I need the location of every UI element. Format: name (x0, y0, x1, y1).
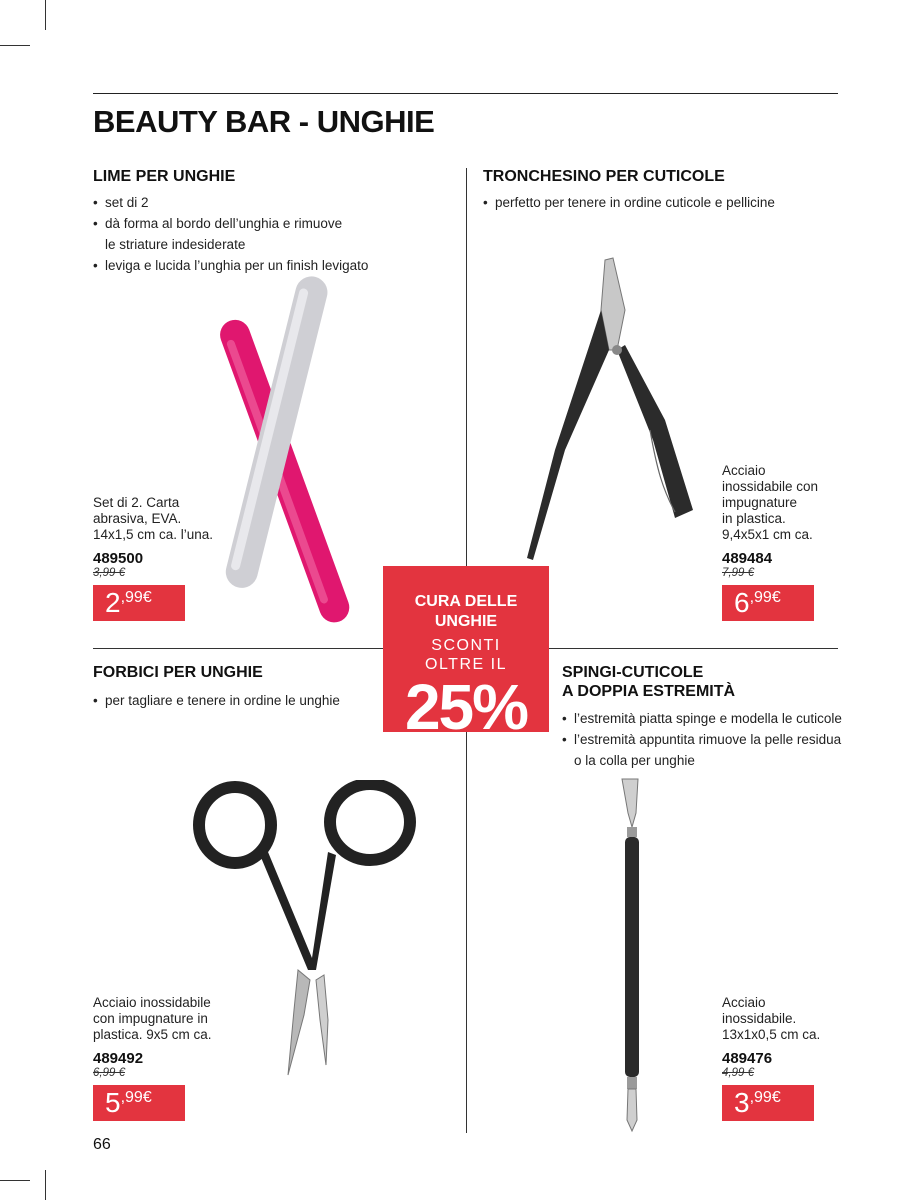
bullet-text: o la colla per unghie (574, 753, 695, 768)
promo-subheading-line: OLTRE IL (425, 656, 507, 673)
description-line: inossidabile con (722, 479, 819, 494)
bullet-text: l’estremità appuntita rimuove la pelle residua (574, 732, 842, 747)
description-forbici (93, 995, 212, 1043)
bullet-item: • leviga e lucida l’unghia per un finish levigato (93, 255, 423, 276)
horizontal-divider-right (548, 648, 838, 649)
description-line: abrasiva, EVA. (93, 511, 182, 526)
description-line: con impugnature in (93, 1011, 208, 1026)
old-price-forbici: 6,99 € (93, 1067, 125, 1079)
scissors-left-ring (199, 787, 271, 863)
promo-subheading (383, 636, 549, 674)
horizontal-divider-left (93, 648, 383, 649)
product-code-spingi: 489476 (722, 1050, 773, 1067)
pusher-handle (625, 837, 639, 1077)
description-line: plastica. 9x5 cm ca. (93, 1027, 212, 1042)
nail-scissors-image (190, 780, 430, 1080)
price-badge-tronchesino (722, 585, 814, 621)
old-price-tronchesino: 7,99 € (722, 567, 754, 579)
bullet-text: dà forma al bordo dell’unghia e rimuove (105, 216, 343, 231)
price-badge-spingi (722, 1085, 814, 1121)
promo-subheading-line: SCONTI (431, 637, 501, 654)
price-decimal: ,99€ (749, 1089, 781, 1106)
page-number: 66 (93, 1136, 111, 1153)
promo-badge (383, 566, 549, 732)
bullet-item (562, 729, 862, 771)
description-line: Acciaio inossidabile (93, 995, 211, 1010)
nipper-left-handle (527, 310, 609, 560)
price-decimal: ,99€ (120, 1089, 152, 1106)
price-integer: 3 (734, 1087, 750, 1118)
scissors-right-ring (330, 784, 410, 860)
description-line: inossidabile. (722, 1011, 797, 1026)
description-spingi (722, 995, 820, 1043)
section-title-line: A DOPPIA ESTREMITÀ (562, 683, 736, 700)
price-badge-lime (93, 585, 185, 621)
bullet-item: • l’estremità piatta spinge e modella le cuticole (562, 708, 862, 729)
description-line: Acciaio (722, 995, 766, 1010)
page-title: BEAUTY BAR - UNGHIE (93, 104, 435, 139)
nail-files-image (200, 270, 360, 640)
price-integer: 6 (734, 587, 750, 618)
section-title-tronchesino: TRONCHESINO PER CUTICOLE (483, 168, 725, 185)
bullet-list-lime (93, 192, 423, 276)
section-title-spingi (562, 663, 735, 701)
price-decimal: ,99€ (120, 589, 152, 606)
promo-heading (383, 592, 549, 632)
description-line: Acciaio (722, 463, 766, 478)
description-line: impugnature (722, 495, 798, 510)
price-decimal: ,99€ (749, 589, 781, 606)
price-integer: 2 (105, 587, 121, 618)
product-code-lime: 489500 (93, 550, 144, 567)
nipper-right-handle (617, 345, 693, 518)
bullet-item (93, 213, 423, 255)
section-title-forbici: FORBICI PER UNGHIE (93, 664, 263, 681)
product-code-tronchesino: 489484 (722, 550, 773, 567)
bullet-item: • perfetto per tenere in ordine cuticole e pellicine (483, 192, 823, 213)
bullet-list-forbici (93, 690, 373, 711)
description-tronchesino (722, 463, 818, 543)
section-title-line: SPINGI-CUTICOLE (562, 664, 704, 681)
description-line: 13x1x0,5 cm ca. (722, 1027, 821, 1042)
crop-mark (0, 1180, 30, 1181)
cuticle-nipper-image (525, 250, 705, 570)
description-line: Set di 2. Carta (93, 495, 180, 510)
price-badge-forbici (93, 1085, 185, 1121)
cuticle-pusher-image (612, 775, 652, 1135)
bullet-item: • set di 2 (93, 192, 423, 213)
description-line: 14x1,5 cm ca. l’una. (93, 527, 214, 542)
top-rule (93, 93, 838, 94)
old-price-lime: 3,99 € (93, 567, 125, 579)
bullet-list-spingi (562, 708, 862, 771)
price-integer: 5 (105, 1087, 121, 1118)
description-line: 9,4x5x1 cm ca. (722, 527, 813, 542)
promo-heading-line: CURA DELLE (414, 593, 518, 610)
crop-mark (45, 0, 46, 30)
promo-heading-line: UNGHIE (434, 613, 498, 630)
bullet-list-tronchesino (483, 192, 823, 213)
bullet-item: • per tagliare e tenere in ordine le unghie (93, 690, 373, 711)
section-title-lime: LIME PER UNGHIE (93, 168, 236, 185)
promo-discount: 25% (404, 671, 528, 732)
crop-mark (45, 1170, 46, 1200)
old-price-spingi: 4,99 € (722, 1067, 754, 1079)
crop-mark (0, 45, 30, 46)
description-line: in plastica. (722, 511, 786, 526)
description-lime (93, 495, 213, 543)
product-code-forbici: 489492 (93, 1050, 144, 1067)
bullet-text: le striature indesiderate (105, 237, 246, 252)
